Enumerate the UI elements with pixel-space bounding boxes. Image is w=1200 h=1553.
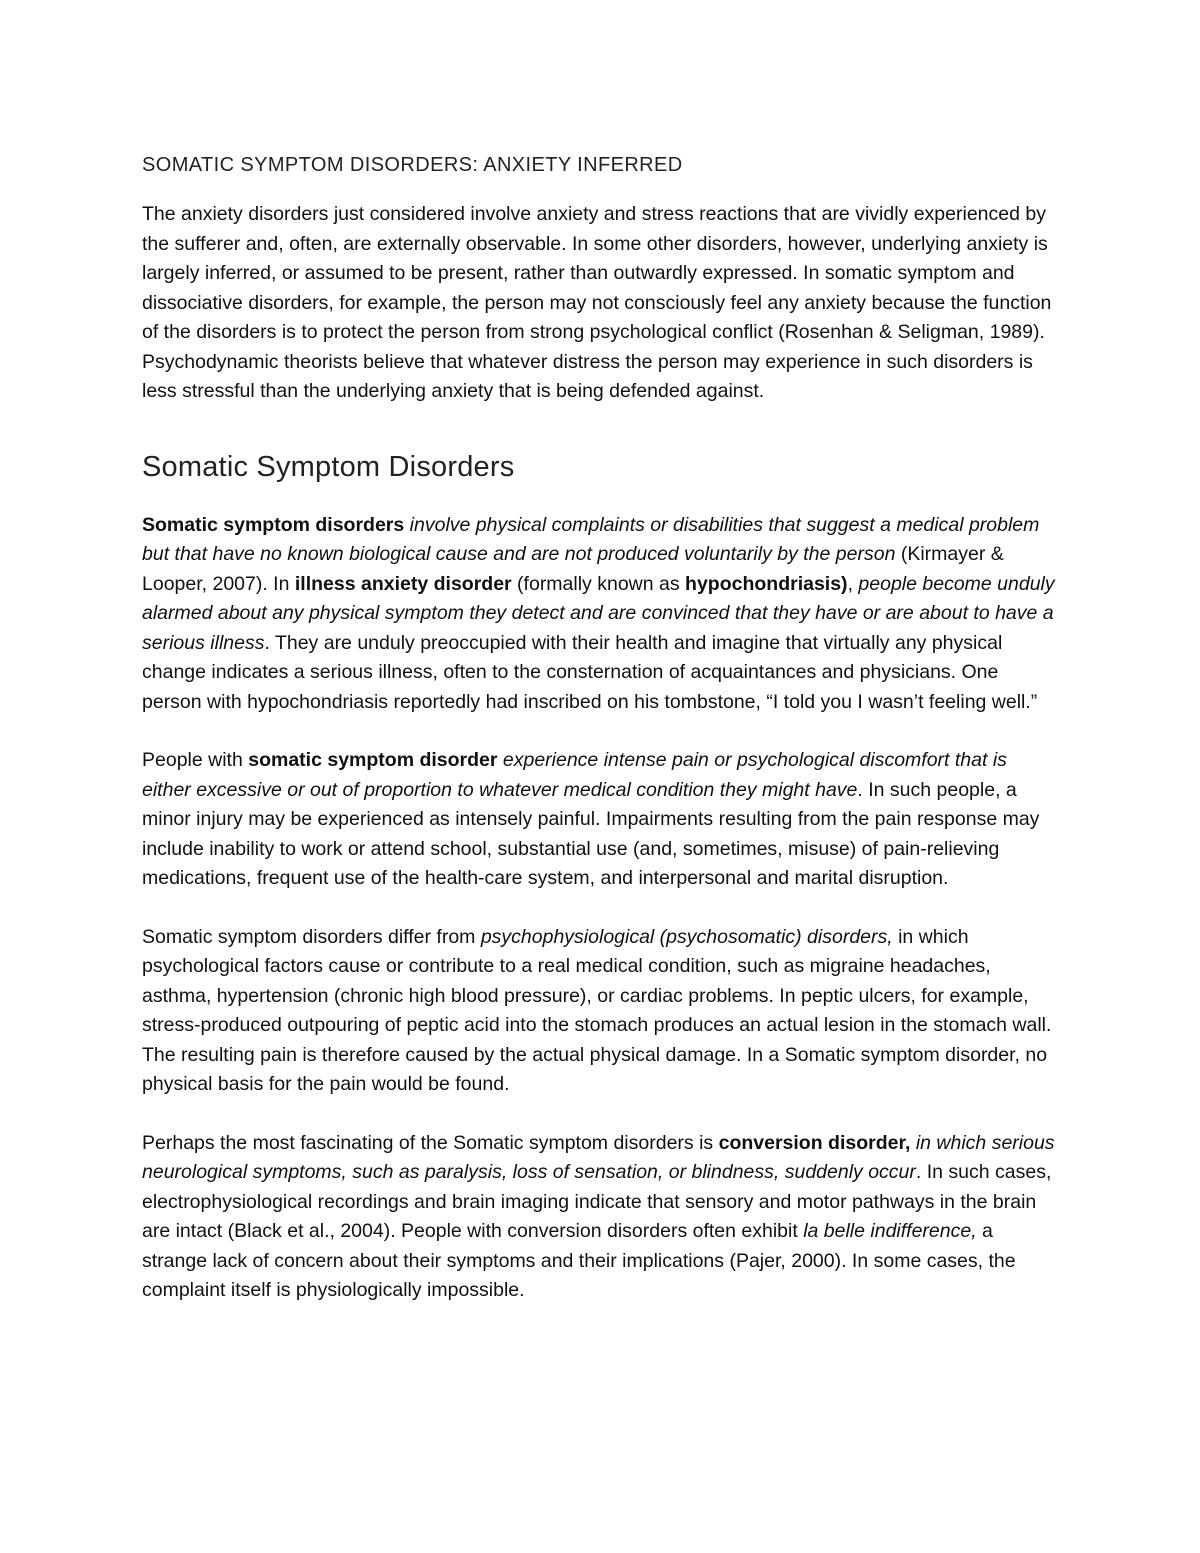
paragraph-psychophysiological bbox=[142, 923, 1060, 1100]
definition-text: experience intense pain or psychological discomfort that is either excessive or out of proportion to whatever medical condition they might have bbox=[142, 749, 1007, 801]
term-somatic-symptom-disorder: somatic symptom disorder bbox=[248, 749, 498, 771]
paragraph-somatic-symptom-disorder bbox=[142, 746, 1060, 894]
paragraph-text: , bbox=[847, 572, 859, 595]
term-psychophysiological-disorders: psychophysiological (psychosomatic) disorders, bbox=[480, 925, 893, 948]
document-body bbox=[142, 148, 1060, 1306]
definition-text: involve physical complaints or disabilities that suggest a medical problem but that have no known biological cause and are not produced voluntarily by the person bbox=[142, 513, 1040, 565]
term-conversion-disorder: conversion disorder, bbox=[718, 1131, 911, 1154]
paragraph-text: People with bbox=[142, 749, 249, 771]
paragraph-text: Perhaps the most fascinating of the Somatic symptom disorders is bbox=[142, 1131, 719, 1154]
intro-paragraph: The anxiety disorders just considered involve anxiety and stress reactions that are vividly experienced by the sufferer and, often, are externally observable. In some other disorders, however, underlying anxiety is largely inferred, or assumed to be present, rather than outwardly expressed. In somatic symptom and dissociative disorders, for example, the person may not consciously feel any anxiety because the function of the disorders is to protect the person from strong psychological conflict (Rosenhan & Seligman, 1989). Psychodynamic theorists believe that whatever distress the person may experience in such disorders is less stressful than the underlying anxiety that is being defended against. bbox=[142, 203, 1052, 402]
paragraph-text: Somatic symptom disorders differ from bbox=[142, 925, 481, 948]
paragraph-illness-anxiety bbox=[142, 511, 1060, 718]
paragraph-text: . They are unduly preoccupied with their health and imagine that virtually any physical change indicates a serious illness, often to the consternation of acquaintances and physicians. One person with hypochondriasis reportedly had inscribed on his tombstone, “I told you I wasn’t feeling well.” bbox=[142, 631, 1038, 713]
definition-text: people become unduly alarmed about any physical symptom they detect and are convinced that they have or are about to have a serious illness bbox=[142, 572, 1055, 654]
term-illness-anxiety-disorder: illness anxiety disorder bbox=[294, 572, 512, 595]
paragraph-text: in which psychological factors cause or contribute to a real medical condition, such as migraine headaches, asthma, hypertension (chronic high blood pressure), or cardiac problems. In peptic ulcers, for example, stress-produced outpouring of peptic acid into the stomach produces an actual lesion in the stomach wall. The resulting pain is therefore caused by the actual physical damage. In a Somatic symptom disorder, no physical basis for the pain would be found. bbox=[142, 925, 1052, 1095]
paragraph-text: . In such cases, electrophysiological recordings and brain imaging indicate that sensory and motor pathways in the brain are intact (Black et al., 2004). People with conversion disorders often exhibit bbox=[142, 1161, 1052, 1242]
paragraph-conversion-disorder bbox=[142, 1129, 1060, 1306]
subheading: Somatic Symptom Disorders bbox=[142, 450, 515, 483]
term-somatic-symptom-disorders: Somatic symptom disorders bbox=[142, 513, 405, 536]
paragraph-text: a strange lack of concern about their symptoms and their implications (Pajer, 2000). In some cases, the complaint itself is physiologically impossible. bbox=[142, 1220, 1016, 1301]
paragraph-text: (Kirmayer & Looper, 2007). In bbox=[142, 543, 1004, 595]
paragraph-text: . In such people, a minor injury may be experienced as intensely painful. Impairments resulting from the pain response may include inability to work or attend school, substantial use (and, sometimes, misuse) of pain-relieving medications, frequent use of the health-care system, and interpersonal and marital disruption. bbox=[142, 778, 1040, 889]
term-la-belle-indifference: la belle indifference, bbox=[803, 1220, 977, 1242]
definition-text: in which serious neurological symptoms, such as paralysis, loss of sensation, or blindness, suddenly occur bbox=[142, 1131, 1055, 1183]
term-hypochondriasis: hypochondriasis) bbox=[685, 572, 848, 595]
section-heading: SOMATIC SYMPTOM DISORDERS: ANXIETY INFERRED bbox=[142, 154, 683, 176]
paragraph-text: (formally known as bbox=[511, 572, 686, 595]
